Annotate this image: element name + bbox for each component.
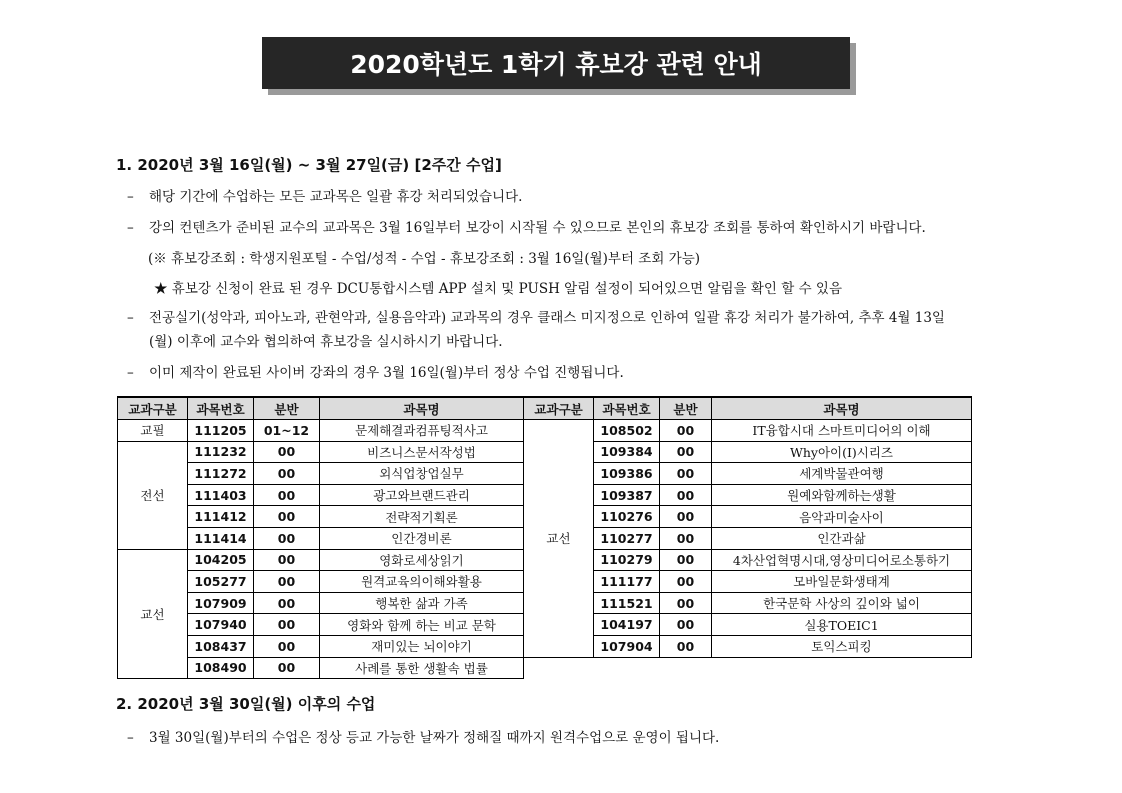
empty-cell — [712, 657, 972, 679]
course-section: 00 — [660, 420, 712, 442]
course-name: 사례를 통한 생활속 법률 — [320, 657, 524, 679]
dash-mark: – — [127, 365, 134, 381]
course-name: 원격교육의이해와활용 — [320, 571, 524, 593]
course-section: 00 — [254, 506, 320, 528]
course-name: 문제해결과컴퓨팅적사고 — [320, 420, 524, 442]
course-code: 111272 — [188, 463, 254, 485]
course-name: 영화와 함께 하는 비교 문학 — [320, 614, 524, 636]
dash-mark: – — [127, 189, 134, 205]
course-name: 인간경비론 — [320, 527, 524, 549]
bullet4-text: 이미 제작이 완료된 사이버 강좌의 경우 3월 16일(월)부터 정상 수업 진행됩니다. — [149, 365, 624, 381]
group-cell: 교선 — [118, 549, 188, 679]
course-section: 00 — [660, 614, 712, 636]
course-code: 109387 — [594, 484, 660, 506]
course-name: 전략적기획론 — [320, 506, 524, 528]
course-section: 00 — [660, 484, 712, 506]
dash-mark: – — [127, 220, 134, 236]
section1-note2: ★ 휴보강 신청이 완료 된 경우 DCU통합시스템 APP 설치 및 PUSH 알림 설정이 되어있으면 알림을 확인 할 수 있음 — [154, 281, 842, 297]
course-name: 행복한 삶과 가족 — [320, 592, 524, 614]
course-code: 109386 — [594, 463, 660, 485]
table-row — [118, 657, 972, 679]
empty-cell — [660, 657, 712, 679]
course-name: 모바일문화생태계 — [712, 571, 972, 593]
course-code: 111403 — [188, 484, 254, 506]
title-banner — [262, 37, 850, 89]
course-section: 00 — [254, 484, 320, 506]
bullet3-text: 전공실기(성악과, 피아노과, 관현악과, 실용음악과) 교과목의 경우 클래스 미지정으로 인하여 일괄 휴강 처리가 불가하여, 추후 4월 13일 — [149, 310, 945, 326]
course-name: 실용TOEIC1 — [712, 614, 972, 636]
course-code: 111521 — [594, 592, 660, 614]
course-name: Why아이(I)시리즈 — [712, 441, 972, 463]
course-code: 104197 — [594, 614, 660, 636]
course-name: 4차산업혁명시대,영상미디어로소통하기 — [712, 549, 972, 571]
course-section: 00 — [254, 571, 320, 593]
empty-cell — [524, 657, 594, 679]
empty-cell — [594, 657, 660, 679]
course-section: 00 — [254, 527, 320, 549]
course-code: 111205 — [188, 420, 254, 442]
course-code: 108437 — [188, 635, 254, 657]
table-header-row — [118, 397, 972, 420]
course-code: 108490 — [188, 657, 254, 679]
section1-bullet3-cont: (월) 이후에 교수와 협의하여 휴보강을 실시하시기 바랍니다. — [149, 334, 503, 350]
dash-mark: – — [127, 730, 134, 746]
course-code: 109384 — [594, 441, 660, 463]
course-name: 외식업창업실무 — [320, 463, 524, 485]
section2-bullet1-text: 3월 30일(월)부터의 수업은 정상 등교 가능한 날짜가 정해질 때까지 원격수업으로 운영이 됩니다. — [149, 730, 720, 746]
course-name: 비즈니스문서작성법 — [320, 441, 524, 463]
header-cell: 과목명 — [320, 397, 524, 420]
section1-bullet1 — [127, 185, 522, 205]
header-cell: 과목명 — [712, 397, 972, 420]
bullet2-text: 강의 컨텐츠가 준비된 교수의 교과목은 3월 16일부터 보강이 시작될 수 있으므로 본인의 휴보강 조회를 통하여 확인하시기 바랍니다. — [149, 220, 926, 236]
course-section: 00 — [660, 441, 712, 463]
course-code: 111414 — [188, 527, 254, 549]
course-code: 107940 — [188, 614, 254, 636]
course-code: 105277 — [188, 571, 254, 593]
course-name: 재미있는 뇌이야기 — [320, 635, 524, 657]
course-code: 110277 — [594, 527, 660, 549]
course-section: 00 — [660, 571, 712, 593]
section1-bullet4 — [127, 361, 624, 381]
course-name: IT융합시대 스마트미디어의 이해 — [712, 420, 972, 442]
header-cell: 교과구분 — [118, 397, 188, 420]
header-cell: 교과구분 — [524, 397, 594, 420]
header-cell: 과목번호 — [188, 397, 254, 420]
course-name: 세계박물관여행 — [712, 463, 972, 485]
course-section: 00 — [660, 506, 712, 528]
table-row — [118, 420, 972, 442]
course-name: 광고와브랜드관리 — [320, 484, 524, 506]
header-cell: 분반 — [254, 397, 320, 420]
section1-heading: 1. 2020년 3월 16일(월) ~ 3월 27일(금) [2주간 수업] — [116, 156, 502, 174]
dash-mark: – — [127, 310, 134, 326]
course-section: 00 — [660, 527, 712, 549]
course-table — [117, 396, 972, 679]
group-cell: 전선 — [118, 441, 188, 549]
course-name: 원예와함께하는생활 — [712, 484, 972, 506]
course-code: 111232 — [188, 441, 254, 463]
page-title: 2020학년도 1학기 휴보강 관련 안내 — [262, 37, 850, 89]
course-section: 00 — [254, 635, 320, 657]
course-section: 00 — [254, 592, 320, 614]
header-cell: 과목번호 — [594, 397, 660, 420]
course-code: 104205 — [188, 549, 254, 571]
course-section: 00 — [254, 614, 320, 636]
course-code: 107904 — [594, 635, 660, 657]
course-section: 00 — [254, 441, 320, 463]
course-name: 토익스피킹 — [712, 635, 972, 657]
course-code: 107909 — [188, 592, 254, 614]
course-section: 00 — [254, 657, 320, 679]
section1-bullet2 — [127, 216, 926, 236]
course-code: 111177 — [594, 571, 660, 593]
course-name: 영화로세상읽기 — [320, 549, 524, 571]
course-section: 00 — [660, 592, 712, 614]
course-name: 인간과삶 — [712, 527, 972, 549]
header-cell: 분반 — [660, 397, 712, 420]
group-cell: 교선 — [524, 420, 594, 658]
section2-heading: 2. 2020년 3월 30일(월) 이후의 수업 — [116, 695, 376, 713]
course-name: 음악과미술사이 — [712, 506, 972, 528]
group-cell: 교필 — [118, 420, 188, 442]
section2-bullet1 — [127, 726, 719, 746]
section1-bullet3 — [127, 306, 945, 326]
course-section: 00 — [660, 549, 712, 571]
course-section: 00 — [254, 463, 320, 485]
course-section: 00 — [660, 463, 712, 485]
course-name: 한국문학 사상의 깊이와 넓이 — [712, 592, 972, 614]
course-code: 108502 — [594, 420, 660, 442]
course-section: 00 — [660, 635, 712, 657]
course-code: 110276 — [594, 506, 660, 528]
bullet1-text: 해당 기간에 수업하는 모든 교과목은 일괄 휴강 처리되었습니다. — [149, 189, 523, 205]
section1-note1: (※ 휴보강조회 : 학생지원포털 - 수업/성적 - 수업 - 휴보강조회 : 3월 16일(월)부터 조회 가능) — [148, 251, 701, 267]
course-code: 111412 — [188, 506, 254, 528]
course-section: 00 — [254, 549, 320, 571]
course-section: 01~12 — [254, 420, 320, 442]
course-code: 110279 — [594, 549, 660, 571]
